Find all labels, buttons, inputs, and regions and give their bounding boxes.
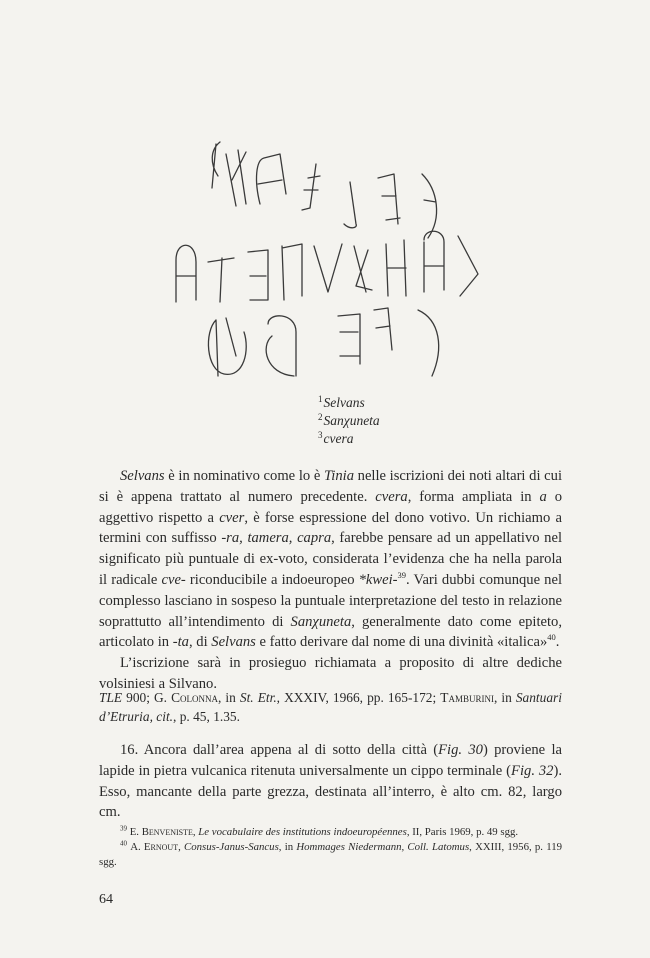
footnote-40: $^{40}$ A. Ernout, Consus-Janus-Sancus, in Hommages Niedermann, Coll. Latomus, XXIII, 1956, p. 119 sgg. — [99, 839, 562, 868]
etruscan-inscription-drawing — [160, 120, 530, 390]
paragraph-2: L’iscrizione sarà in prosieguo richiamata a proposito di altre dediche volsiniesi a Silvano. — [99, 655, 562, 692]
fig-30-ref[interactable]: Fig. 30 — [438, 742, 483, 758]
legend-line-1: $^1$Selvans — [318, 393, 365, 410]
paragraph-16: 16. Ancora dall’area appena al di sotto della città (Fig. 30) proviene la lapide in pietra vulcanica ritenuta universalmente un cippo terminale (Fig. 32). Esso, mancante della parte grezza, destinata all’interro, è alto cm. 82, largo cm. — [99, 742, 562, 821]
paragraph-1: Selvans è in nominativo come lo è Tinia nelle iscrizioni dei noti altari di cui si è appena trattato al numero precedente. cvera, forma ampliata in a o aggettivo rispetto a cver, è forse espressione del dono votivo. Un richiamo a termini con suffisso -ra, tamera, capra, farebbe pensare ad un appellativo nel significato più puntuale di ex-voto, considerata l’evidenza che ha nella parola il radicale cve- riconducibile a indoeuropeo *kwei-$^{39}$. Vari dubbi comunque nel complesso lasciano in sospeso la puntuale interpretazione del testo in relazione soprattutto all’intendimento di Sanχuneta, generalmente dato come epiteto, articolato in -ta, di Selvans e fatto derivare dal nome di una divinità «italica»$^{40}$. — [99, 468, 563, 651]
legend-line-3: $^3$cvera — [318, 429, 354, 446]
inscription-svg — [160, 120, 530, 390]
inscription-legend — [318, 394, 380, 448]
section-16 — [99, 740, 562, 823]
footnote-ref-39[interactable]: 39 — [397, 570, 407, 581]
legend-line-2: $^2$Sanχuneta — [318, 411, 380, 428]
fig-32-ref[interactable]: Fig. 32 — [511, 762, 554, 779]
footnotes — [99, 825, 562, 870]
footnote-ref-40[interactable]: 40 — [547, 632, 556, 643]
page-number: 64 — [99, 892, 113, 907]
main-text — [99, 466, 562, 695]
footnote-39: $^{39}$ E. Benveniste, Le vocabulaire des institutions indoeuropéennes, II, Paris 1969, p. 49 sgg. — [120, 824, 519, 838]
bibliography: TLE 900; G. Colonna, in St. Etr., XXXIV, 1966, pp. 165-172; Tamburini, in Santuari d’Etruria, cit., p. 45, 1.35. — [99, 690, 562, 724]
